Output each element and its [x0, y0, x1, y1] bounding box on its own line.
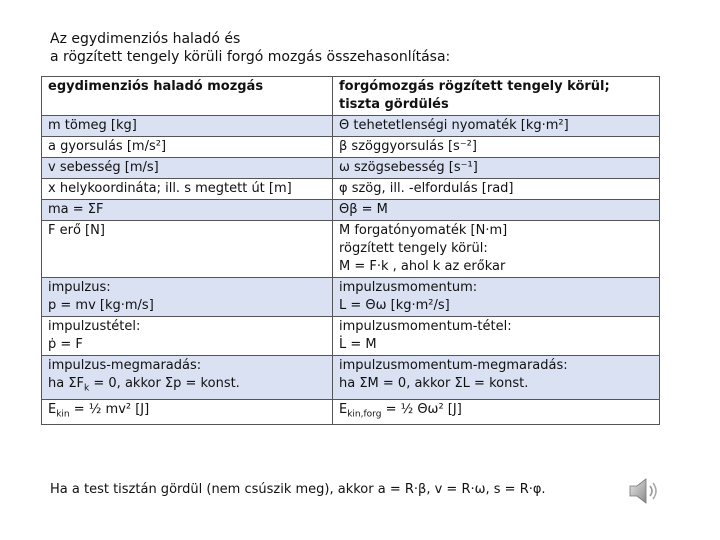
table-row	[42, 221, 660, 278]
header-rotational: forgómozgás rögzített tengely körül; tiszta gördülés	[333, 77, 660, 116]
table-row	[42, 317, 660, 356]
cell-linear: x helykoordináta; ill. s megtett út [m]	[42, 179, 333, 200]
cell-text-tail: = 0, akkor Σp = konst.	[89, 376, 240, 391]
table-row	[42, 116, 660, 137]
cell-linear: impulzus: p = mv [kg·m/s]	[42, 278, 333, 317]
cell-rotational	[333, 399, 660, 425]
table-row	[42, 278, 660, 317]
slide-title	[50, 30, 450, 66]
header-linear: egydimenziós haladó mozgás	[42, 77, 333, 116]
table-row	[42, 179, 660, 200]
title-line-2: a rögzített tengely körüli forgó mozgás összehasonlítása:	[50, 49, 451, 65]
table-row	[42, 356, 660, 400]
cell-linear: impulzustétel: ṗ = F	[42, 317, 333, 356]
speaker-icon[interactable]	[628, 476, 662, 506]
table-row	[42, 137, 660, 158]
rolling-condition-footer: Ha a test tisztán gördül (nem csúszik meg), akkor a = R·β, v = R·ω, s = R·φ.	[50, 482, 546, 497]
cell-text: E	[339, 401, 348, 417]
table-header-row	[42, 77, 660, 116]
table-row	[42, 399, 660, 425]
cell-text-tail: = ½ Θω² [J]	[381, 401, 462, 417]
cell-linear	[42, 399, 333, 425]
cell-subscript: kin	[56, 409, 70, 420]
cell-linear	[42, 356, 333, 400]
cell-text-tail: = ½ mv² [J]	[69, 401, 150, 417]
cell-rotational: impulzusmomentum-tétel: L̇ = M	[333, 317, 660, 356]
cell-rotational: Θβ = M	[333, 200, 660, 221]
cell-rotational: ω szögsebesség [s⁻¹]	[333, 158, 660, 179]
cell-linear: m tömeg [kg]	[42, 116, 333, 137]
title-line-1: Az egydimenziós haladó és	[50, 31, 241, 47]
cell-linear: ma = ΣF	[42, 200, 333, 221]
table-row	[42, 158, 660, 179]
cell-linear: F erő [N]	[42, 221, 333, 278]
cell-subscript: k	[84, 383, 90, 394]
cell-rotational: impulzusmomentum: L = Θω [kg·m²/s]	[333, 278, 660, 317]
comparison-table	[41, 76, 660, 425]
cell-rotational: Θ tehetetlenségi nyomaték [kg·m²]	[333, 116, 660, 137]
cell-subscript: kin,forg	[347, 409, 382, 420]
cell-text: impulzus-megmaradás: ha ΣF	[48, 358, 202, 391]
cell-rotational: impulzusmomentum-megmaradás: ha ΣM = 0, akkor ΣL = konst.	[333, 356, 660, 400]
cell-rotational: β szöggyorsulás [s⁻²]	[333, 137, 660, 158]
table-row	[42, 200, 660, 221]
cell-rotational: φ szög, ill. -elfordulás [rad]	[333, 179, 660, 200]
cell-linear: a gyorsulás [m/s²]	[42, 137, 333, 158]
cell-text: E	[48, 401, 57, 417]
cell-rotational: M forgatónyomaték [N·m] rögzített tengely körül: M = F·k , ahol k az erőkar	[333, 221, 660, 278]
cell-linear: v sebesség [m/s]	[42, 158, 333, 179]
